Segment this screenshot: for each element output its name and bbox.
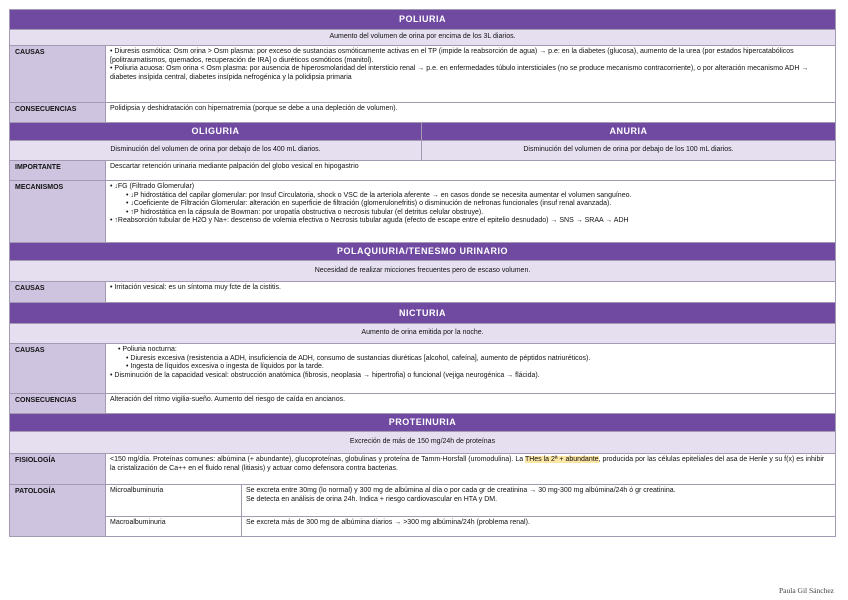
author-signature: Paula Gil Sánchez bbox=[779, 586, 834, 595]
nicturia-causas-label: CAUSAS bbox=[10, 344, 106, 394]
nicturia-header: NICTURIA bbox=[10, 303, 836, 324]
fisiologia-text-a: <150 mg/día. Proteínas comunes: albúmina (+ abundante), glucoproteínas, globulinas y proteína de Tamm-Horsfall (uromodulina). La bbox=[110, 456, 525, 463]
poliuria-causas bbox=[106, 46, 836, 103]
anuria-header: ANURIA bbox=[422, 123, 836, 141]
importante-label: IMPORTANTE bbox=[10, 161, 106, 181]
mecanismos-list bbox=[106, 181, 836, 243]
nicturia-poliuria-nocturna: • Poliuria nocturna: bbox=[118, 346, 177, 353]
macroalbuminuria-text: Se excreta más de 300 mg de albúmina diarios → >300 mg albúmina/24h (problema renal). bbox=[242, 517, 836, 537]
poliuria-header: POLIURIA bbox=[10, 10, 836, 30]
fisiologia-label: FISIOLOGÍA bbox=[10, 454, 106, 485]
fisiologia-highlight: THes la 2ª + abundante bbox=[524, 456, 599, 463]
patologia-label: PATOLOGÍA bbox=[10, 485, 106, 537]
poliuria-causa-acuosa: • Poliuria acuosa: Osm orina < Osm plasma: por ausencia de hiperosmolaridad del intersticio renal → p.e. en enfermedades túbulo intersticiales (no se produce mecanismo contracorriente), o por alteración mecanismo ADH → diabetes insípida central, diabetes insípida nefrogénica y la polidipsia primaria bbox=[110, 65, 809, 81]
nicturia-ingesta: • Ingesta de líquidos excesiva o ingesta de líquidos por la tarde. bbox=[126, 363, 324, 371]
fisiologia-text bbox=[106, 454, 836, 485]
mecanismo-p-bowman: • ↑P hidrostática en la cápsula de Bowman: por uropatía obstructiva o necrosis tubular (el detritus celular obstruye). bbox=[126, 208, 484, 216]
nicturia-consecuencias-label: CONSECUENCIAS bbox=[10, 394, 106, 414]
mecanismo-p-capilar: • ↓P hidrostática del capilar glomerular: por Insuf Circulatoria, shock o VSC de la arteriola aferente → en casos donde se necesita aumentar el volumen sanguíneo. bbox=[126, 191, 632, 199]
microalbuminuria-text bbox=[242, 485, 836, 517]
mecanismo-fg: • ↓FG (Filtrado Glomerular) bbox=[110, 183, 195, 190]
fisiologia-text-b: , producida por las células epiteliales del asa de Henle y su f(x) es inhibir la cristalización de Ca++ en el fluido renal (litiasis) y actuar como defensora contra bacterias. bbox=[110, 456, 825, 472]
summary-table bbox=[9, 9, 836, 537]
oliguria-header: OLIGURIA bbox=[10, 123, 422, 141]
mecanismo-coeficiente: • ↓Coeficiente de Filtración Glomerular: alteración en superficie de filtración (glomerulonefritis) o disminución de nefronas funcionales (insuf renal avanzada). bbox=[126, 200, 612, 208]
poliuria-causas-label: CAUSAS bbox=[10, 46, 106, 103]
polaquiuria-header: POLAQUIURIA/TENESMO URINARIO bbox=[10, 243, 836, 261]
summary-sheet bbox=[9, 9, 835, 537]
nicturia-consecuencias: Alteración del ritmo vigilia-sueño. Aumento del riesgo de caída en ancianos. bbox=[106, 394, 836, 414]
proteinuria-definition: Excreción de más de 150 mg/24h de proteínas bbox=[10, 432, 836, 454]
anuria-definition: Disminución del volumen de orina por debajo de los 100 mL diarios. bbox=[422, 141, 836, 161]
microalbuminuria-label: Microalbuminuria bbox=[106, 485, 242, 517]
polaquiuria-definition: Necesidad de realizar micciones frecuentes pero de escaso volumen. bbox=[10, 261, 836, 282]
nicturia-definition: Aumento de orina emitida por la noche. bbox=[10, 324, 836, 344]
oliguria-definition: Disminución del volumen de orina por debajo de los 400 mL diarios. bbox=[10, 141, 422, 161]
polaquiuria-causas: • Irritación vesical: es un síntoma muy fcte de la cistitis. bbox=[106, 282, 836, 303]
mecanismos-label: MECANISMOS bbox=[10, 181, 106, 243]
macroalbuminuria-label: Macroalbuminuria bbox=[106, 517, 242, 537]
poliuria-definition: Aumento del volumen de orina por encima de los 3L diarios. bbox=[10, 30, 836, 46]
poliuria-consecuencias: Polidipsia y deshidratación con hipernatremia (porque se debe a una depleción de volumen). bbox=[106, 103, 836, 123]
poliuria-causa-osmotica: • Diuresis osmótica: Osm orina > Osm plasma: por exceso de sustancias osmóticamente activas en el TP (impide la reabsorción de agua) → p.e: en la diabetes (glucosa), aumento de la urea (por estados hipercatabólicos [politraumatismos, quemados, recuperación de IRA] o diuréticos osmóticos (manitol). bbox=[110, 48, 794, 64]
polaquiuria-causas-label: CAUSAS bbox=[10, 282, 106, 303]
nicturia-diuresis-excesiva: • Diuresis excesiva (resistencia a ADH, insuficiencia de ADH, consumo de sustancias diuréticas [alcohol, cafeína], aumento de péptidos natriuréticos). bbox=[126, 354, 591, 362]
poliuria-consecuencias-label: CONSECUENCIAS bbox=[10, 103, 106, 123]
importante-text: Descartar retención urinaria mediante palpación del globo vesical en hipogastrio bbox=[106, 161, 836, 181]
microalbuminuria-line-2: Se detecta en análisis de orina 24h. Indica + riesgo cardiovascular en HTA y DM. bbox=[246, 495, 498, 503]
nicturia-causas bbox=[106, 344, 836, 394]
mecanismo-reabsorcion: • ↑Reabsorción tubular de H2O y Na+: descenso de volemia efectiva o Necrosis tubular aguda (efecto de escape entre el epitelio desnudado) → SNS → SRAA → ADH bbox=[110, 217, 629, 225]
proteinuria-header: PROTEINURIA bbox=[10, 414, 836, 432]
nicturia-capacidad-vesical: • Disminución de la capacidad vesical: obstrucción anatómica (fibrosis, neoplasia → hipertrofia) o funcional (vejiga neurogénica → flácida). bbox=[110, 371, 540, 379]
microalbuminuria-line-1: Se excreta entre 30mg (lo normal) y 300 mg de albúmina al día o por cada gr de creatinina → 30 mg-300 mg albúmina/24h ó gr creatinina. bbox=[246, 487, 676, 494]
